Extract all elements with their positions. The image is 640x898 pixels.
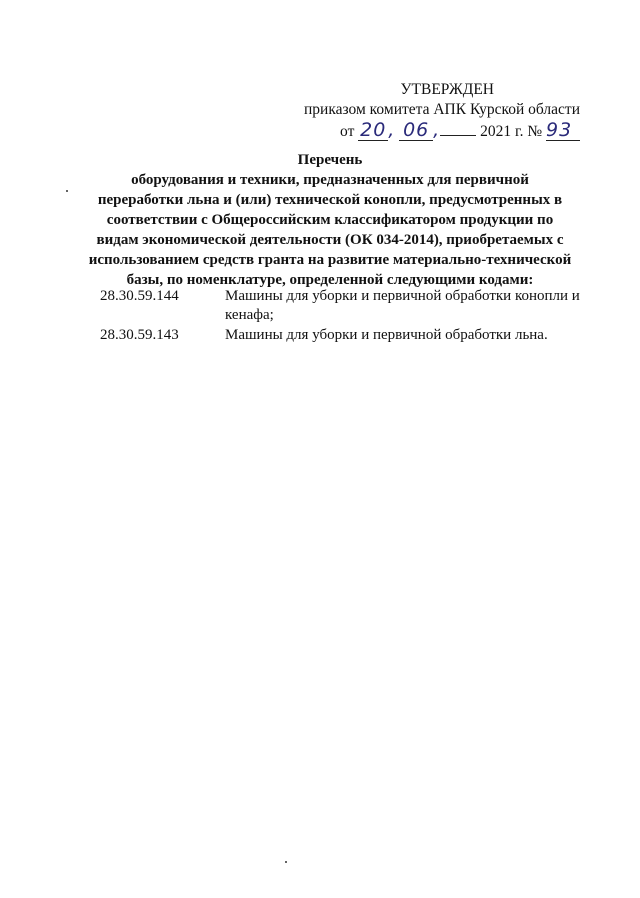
date-month-field [399,119,433,141]
order-number-field [546,119,580,141]
heading-line: переработки льна и (или) технической конопли, предусмотренных в [97,192,563,208]
date-day-field [358,119,388,141]
list-heading [80,150,580,290]
date-separator-mark: , [388,119,396,141]
item-description: Машины для уборки и первичной обработки конопли и кенафа; [225,288,580,323]
item-description: Машины для уборки и первичной обработки льна. [225,327,548,343]
order-number-handwritten: 93 [546,119,573,141]
heading-line: оборудования и техники, предназначенных для первичной [131,172,529,188]
scan-speck [285,861,287,863]
heading-line: соответствии с Общероссийским классификатором продукции по [106,212,554,228]
list-item [100,287,590,325]
approval-stamp-block [280,80,580,142]
date-day-handwritten: 20 [360,119,387,141]
heading-line: видам экономической деятельности (ОК 034-2014), приобретаемых с [96,232,564,248]
item-code: 28.30.59.143 [100,327,179,343]
equipment-code-list [100,287,590,346]
heading-line: использованием средств гранта на развитие материально-технической [88,252,572,268]
date-blank-tail [440,135,476,136]
date-prefix: от [340,123,355,140]
list-item [100,326,590,345]
approval-authority: приказом комитета АПК Курской области [304,101,580,118]
date-month-handwritten: 06 [403,119,430,141]
scan-speck [66,190,68,192]
item-code: 28.30.59.144 [100,288,179,304]
heading-line: базы, по номенклатуре, определенной следующими кодами: [126,272,534,288]
heading-line: Перечень [297,152,363,168]
date-separator-mark-2: , [433,119,441,141]
approval-title: УТВЕРЖДЕН [400,81,494,98]
date-year-and-number-label: 2021 г. № [480,123,543,140]
approval-date-line [280,120,580,142]
